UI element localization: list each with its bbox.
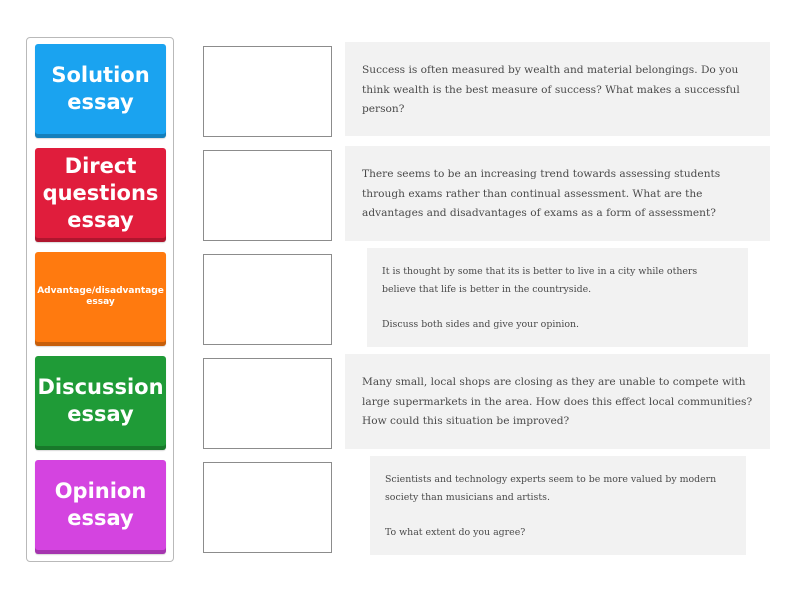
prompt-text: Many small, local shops are closing as they are unable to compete with large supermarkets in the area. How does this effect local communities? How could this situation be improved?	[362, 376, 753, 427]
prompt-card-5	[370, 456, 746, 555]
drop-slot-4[interactable]	[203, 358, 332, 449]
prompt-card-3	[367, 248, 748, 347]
prompt-text: Success is often measured by wealth and material belongings. Do you think wealth is the best measure of success? What makes a successful person?	[362, 64, 740, 115]
tile-advantage-disadvantage-essay[interactable]	[35, 252, 166, 346]
drop-slot-3[interactable]	[203, 254, 332, 345]
drop-slot-1[interactable]	[203, 46, 332, 137]
prompt-card-2	[345, 146, 770, 241]
drop-slot-5[interactable]	[203, 462, 332, 553]
prompt-card-4	[345, 354, 770, 449]
prompt-text: It is thought by some that its is better to live in a city while others believe that life is better in the countryside. Discuss both sides and give your opinion.	[382, 266, 698, 330]
tile-solution-essay[interactable]	[35, 44, 166, 138]
prompt-text: Scientists and technology experts seem to be more valued by modern society than musicians and artists. To what extent do you agree?	[385, 474, 717, 538]
tile-label: Opinion essay	[54, 479, 147, 530]
tile-label: Discussion essay	[37, 375, 164, 426]
prompt-card-1	[345, 42, 770, 136]
prompt-text: There seems to be an increasing trend towards assessing students through exams rather than continual assessment. What are the advantages and disadvantages of exams as a form of assessment?	[362, 168, 721, 219]
tile-label: Solution essay	[51, 63, 150, 114]
tile-label: Direct questions essay	[42, 153, 159, 232]
tile-direct-questions-essay[interactable]	[35, 148, 166, 242]
tile-opinion-essay[interactable]	[35, 460, 166, 554]
tile-discussion-essay[interactable]	[35, 356, 166, 450]
drop-slot-2[interactable]	[203, 150, 332, 241]
tile-label: Advantage/disadvantage essay	[37, 286, 164, 307]
